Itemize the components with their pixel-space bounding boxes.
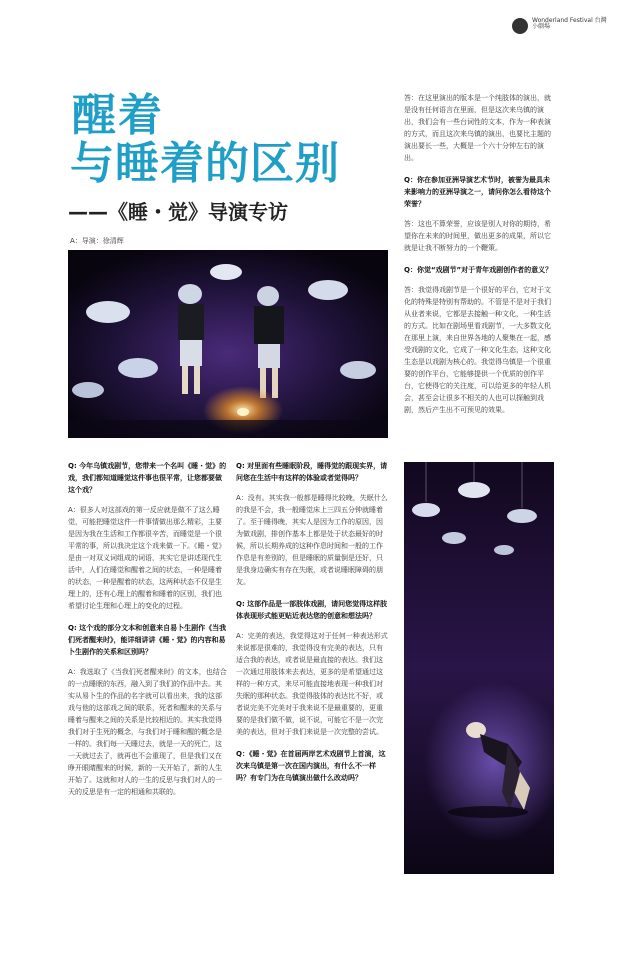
column-middle — [236, 460, 388, 784]
answer-paragraph: 答：我觉得戏剧节是一个很好的平台，它对于文化的特殊是特别有帮助的。不管是不是对于我们从业者来说，它都是去接触一种文化，一种生活的方式。比如在剧场里看戏剧节，一大多数文化在那里上演，来自世界各地的人聚集在一起，感受戏剧的文化，它成了一种文化生态，这种文化生态是以戏剧为核心的。我觉得乌镇是一个很重要的创作平台，它能够提供一个优质的创作平台，它使得它的关注度，可以给更多的年轻人机会，甚至会让很多不相关的人也可以探触到戏剧，然后产生出不可预见的效果。 — [404, 286, 551, 414]
answer-paragraph: A：完美的表达，我觉得这对于任何一种表达形式来说都是很难的，我觉得没有完美的表达，只有适合我的表达，或者说是最直接的表达。我们这一次通过用肢体来去表达，更多的是希望通过这样的一种方式，来尽可能直接地表现一种我们对失眠的那种状态。我觉得肢体的表达比不好，或者说完美不完美对于我来说不是最重要的，更重要的是我们做不做，说不说，可能它不是一次完美的表达，但对于我们来说是一次完整的尝试。 — [236, 632, 388, 736]
question-paragraph: Q：你觉“戏剧节”对于青年戏剧创作者的意义？ — [404, 266, 553, 274]
stage-photo-top-image — [68, 250, 388, 438]
stage-photo-right — [404, 462, 554, 874]
article-title-line-2: 与睡着的区别 — [70, 138, 340, 189]
answer-paragraph: A：我选取了《当我们死者醒来时》的文本，也结合的一点睡眠的东西，融入到了我们的作品中去。其实从易卜生的作品的名字就可以看出来，我的这部戏与他的这部戏之间的联系，死者和醒来的关系与睡着与醒来之间的关系是比较相近的。其实我觉得我们对于生死的概念，与我们对于睡和醒的概念是一样的。我们每一天睡过去，就是一天的死亡，这一天就过去了，就再也不会重现了，但是我们又在睁开眼睛醒来的时候，新的一天开始了，新的人生开始了。这就和对人的一生的反思与我们对人的一天的反思是有一定的相通和共联的。 — [68, 668, 227, 796]
question-paragraph: Q: 这部作品是一部肢体戏剧，请问您觉得这样肢体表现形式能更贴近表达您的创意和想法吗？ — [236, 600, 388, 620]
answer-paragraph: A：很多人对这部戏的第一反应就是做不了这么睡觉，可能把睡觉这件一件事情做出那么精彩，主要是因为我在生活和工作都很辛苦，而睡觉是一个很平常的事，所以我决定这个戏来做一下。《睡・觉》是由一对双义词组成的词语，其实它是讲述现代生活中，人们在睡觉和醒着之间的状态，一种是睡着的状态，一种是醒着的状态，这两种状态不仅是生理上的，还有心理上的醒着和睡着的区别，我们也希望讨论生理和心理上的变化的过程。 — [68, 506, 226, 610]
answer-paragraph: 答：在这里演出的版本是一个纯肢体的演出，就是没有任何语言在里面，但是这次来乌镇的演出，我们会有一些台词性的文本，作为一种表演的方式，而且这次来乌镇的演出，也要比主题的演出要长一些，大概是一个六十分钟左右的演出。 — [404, 94, 551, 162]
column-left — [68, 460, 228, 798]
answer-paragraph: 答：这也不算荣誉，应该是别人对你的期待，希望你在未来的时间里，做出更多的成果，所以它就是让我不断努力的一个鞭策。 — [404, 220, 551, 252]
question-paragraph: Q: 今年乌镇戏剧节，您带来一个名叫《睡・觉》的戏，我们都知道睡觉这件事也很平常，让您都要做这个戏？ — [68, 462, 227, 494]
question-paragraph: Q：你在参加亚洲导演艺术节时，被誉为最具未来影响力的亚洲导演之一，请问你怎么看待这个荣誉？ — [404, 176, 551, 208]
stage-photo-right-image — [404, 462, 554, 874]
article-byline: A：导演：徐清辉 — [70, 237, 124, 245]
article-title-line-1: 醒着 — [72, 90, 164, 141]
stage-photo-top — [68, 250, 388, 438]
column-right — [404, 92, 554, 416]
question-paragraph: Q：《睡・觉》在首届两岸艺术戏剧节上首演，这次来乌镇是第一次在国内演出，有什么不一样吗？有专门为在乌镇演出做什么改动吗？ — [236, 750, 386, 782]
question-paragraph: Q: 这个戏的部分文本和创意来自易卜生剧作《当我们死者醒来时》，能详细讲讲《睡・觉》的内容和易卜生剧作的关系和区别吗？ — [68, 624, 227, 656]
publication-logo-icon — [512, 18, 528, 34]
publication-logo — [512, 16, 612, 38]
answer-paragraph: A：没有。其实我一般都是睡得比较晚，失眠什么的我是不会，我一般睡觉床上三四五分钟就睡着了。至于睡得晚，其实人是因为工作的原因，因为做戏剧，排创作基本上都是处于状态最好的时候，所以长期养成的这种作息时间和一般的工作作息是有差别的，但是睡眠的质量倒是还好，只是我身边确实有存在失眠，或者说睡眠障碍的朋友。 — [236, 494, 388, 586]
question-paragraph: Q: 对里面有些睡眠阶段，睡得觉的跟现实界，请问您在生活中有这样的体验或者觉得吗？ — [236, 462, 388, 482]
article-subtitle: ——《睡・觉》导演专访 — [68, 200, 288, 224]
publication-logo-text: Wonderland Festival 台灣小劇場 — [532, 17, 607, 30]
